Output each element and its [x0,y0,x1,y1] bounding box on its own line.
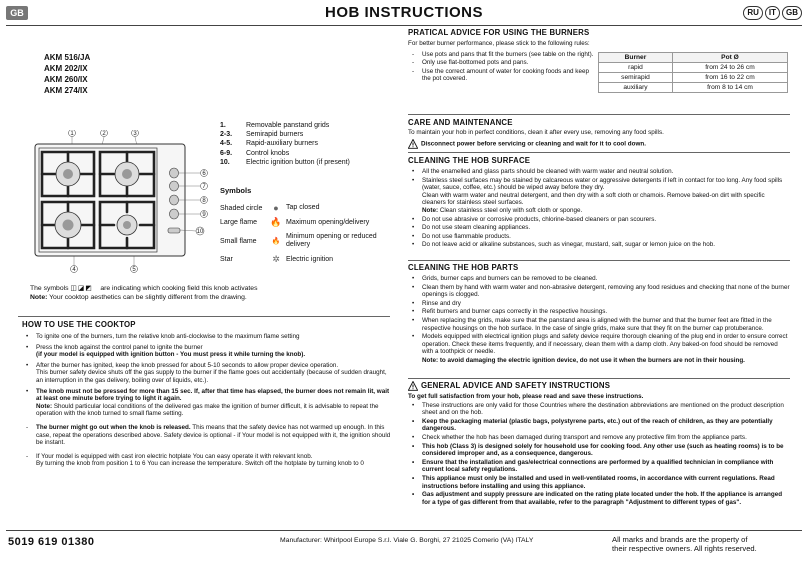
symbols-note: The symbols ◫◪◩ are indicating which cooking field this knob activates [30,285,258,292]
list-item: • Keep the packaging material (plastic bags, polystyrene parts, etc.) out of the reach of children, as they are potentially dangerous. [408,418,790,433]
list-item: • These instructions are only valid for those Countries where the destination abbreviations are mentioned on the product description sheet and on the hob. [408,402,790,417]
manufacturer-text: Manufacturer: Whirlpool Europe S.r.l. Viale G. Borghi, 27 21025 Comerio (VA) ITALY [280,537,534,544]
large-flame-icon: 🔥 [270,217,282,227]
table-header: Pot Ø [672,53,787,63]
part-item: 4-5. Rapid-auxiliary burners [220,140,318,148]
cleaning-parts-list [408,275,790,356]
model-item: AKM 202/IX [44,64,88,73]
list-item: • The knob must not be pressed for more than 15 sec. If, after that time has elapsed, the burner does not remain lit, wait at least one minute before trying to light it again. Note: Should particular local conditions of the delivered gas make the ignition of burner difficult, it is advisable to repeat the operation with the knob turned to small flame setting. [22,388,394,418]
section-rule [408,378,790,379]
rights-text: All marks and brands are the property of their respective owners. All rights reserved. [612,535,757,553]
callout-7: 7 [202,184,206,190]
care-title: CARE AND MAINTENANCE [408,118,513,127]
section-rule [408,152,790,153]
list-item: • Ensure that the installation and gas/electrical connections are performed by a qualified technician in compliance with current local safety regulations. [408,459,790,474]
callout-8: 8 [202,198,206,204]
cooking-field-icons: ◫◪◩ [70,285,93,292]
how-to-dash-list [22,424,394,468]
list-item: • Do not use flammable products. [408,233,790,241]
callout-3: 3 [133,131,137,137]
language-tags [743,6,802,20]
language-tag-gb: GB [6,6,28,20]
list-item: - Only use flat-bottomed pots and pans. [408,59,598,67]
table-row: semirapid from 16 to 22 cm [599,73,788,83]
how-to-section [22,320,394,469]
list-item: - Use the correct amount of water for cooking foods and keep the pot covered. [408,68,598,83]
burner-table [598,52,788,93]
practical-list [408,51,598,83]
care-warning: Disconnect power before servicing or cleaning and wait for it to cool down. [408,139,790,149]
callout-5: 5 [132,267,136,273]
callout-9: 9 [202,212,206,218]
list-item: • Check whether the hob has been damaged during transport and remove any protective film from the appliance parts. [408,434,790,442]
warning-icon [408,381,418,391]
cleaning-parts-title: CLEANING THE HOB PARTS [408,263,519,272]
list-item: • After the burner has ignited, keep the knob pressed for about 5-10 seconds to allow proper device operation. This burner safety device shuts off the gas supply to the burner if the flame goes out accidentally (because of sudden draught, an interruption in the gas delivery, boiling over of liquids, etc.). [22,362,394,385]
section-rule [408,114,790,115]
cleaning-parts-section [408,263,790,365]
general-list [408,402,790,507]
page-title: HOB INSTRUCTIONS [325,4,483,21]
list-item: • Gas adjustment and supply pressure are indicated on the rating plate located under the hob. If the appliance is arranged for a type of gas different from that available, refer to the paragraph "Adjustment to different types of gas". [408,491,790,506]
cleaning-surface-title: CLEANING THE HOB SURFACE [408,156,531,165]
symbol-row: Shaded circle ● Tap closed [220,203,320,213]
callout-2: 2 [102,131,106,137]
part-item: 10. Electric ignition button (if present) [220,158,350,166]
list-item: • Press the knob against the control panel to ignite the burner (if your model is equipped with ignition button - You must press it while turning the knob). [22,344,394,359]
list-item: • Do not use abrasive or corrosive products, chlorine-based cleaners or pan scourers. [408,216,790,224]
table-header: Burner [599,53,673,63]
list-item: - Use pots and pans that fit the burners (see table on the right). [408,51,598,59]
lang-tag-gb: GB [782,6,802,20]
warning-icon [408,139,418,149]
callout-1: 1 [70,131,74,137]
general-title: GENERAL ADVICE AND SAFETY INSTRUCTIONS [408,381,790,391]
list-item: • All the enamelled and glass parts should be cleaned with warm water and neutral solution. [408,168,790,176]
list-item: • Refit burners and burner caps correctly in the respective housings. [408,308,790,316]
model-list [44,52,90,96]
care-text: To maintain your hob in perfect conditions, clean it after every use, removing any food spills. [408,129,664,136]
symbol-row: Large flame 🔥 Maximum opening/delivery [220,217,370,227]
general-subtitle: To get full satisfaction from your hob, please read and save these instructions. [408,393,644,400]
parts-list [220,121,350,167]
general-section [408,381,790,507]
callout-4: 4 [72,267,76,273]
shaded-circle-icon: ● [273,203,279,213]
list-item: - If Your model is equipped with cast iron electric hotplate You can easy operate it with relevant knob. By turning the knob from position 1 to 6 You can increase the temperature. Switch off the hotplate by turning knob to 0 [22,453,394,468]
header-rule [6,25,802,26]
model-item: AKM 260/IX [44,75,88,84]
part-item: 2-3. Semirapid burners [220,131,304,139]
list-item: • This hob (Class 3) is designed solely for household use for cooking food. Any other use (such as heating rooms) is to be considered improper and, as a consequence, dangerous. [408,443,790,458]
list-item: • Clean them by hand with warm water and non-abrasive detergent, removing any food residues and checking that none of the burner openings is clogged. [408,284,790,299]
table-header-row [599,53,788,63]
how-to-title: HOW TO USE THE COOKTOP [22,320,136,329]
lang-tag-it: IT [765,6,780,20]
footer-rule [6,530,802,531]
table-row: auxiliary from 8 to 14 cm [599,83,788,93]
how-to-list [22,333,394,418]
cleaning-surface-list [408,168,790,249]
list-item: • Grids, burner caps and burners can be removed to be cleaned. [408,275,790,283]
drawing-note: Note: Your cooktop aesthetics can be slightly different from the drawing. [30,294,247,301]
list-item: • To ignite one of the burners, turn the relative knob anti-clockwise to the maximum flame setting [22,333,394,341]
cleaning-surface-section [408,156,790,250]
care-section [408,118,790,149]
section-rule [408,260,790,261]
callout-10: 10 [196,229,204,235]
lang-tag-ru: RU [743,6,763,20]
star-icon: ✲ [272,254,280,264]
cleaning-parts-note: Note: to avoid damaging the electric ignition device, do not use it when the burners are not in their housing. [422,356,745,364]
practical-section [408,28,598,84]
list-item: - The burner might go out when the knob is released. This means that the safety device has not warmed up enough. In this case, repeat the operations described above. Safety device is optional - if Your model is not equipped with it, the ignition should be instant. [22,424,394,447]
table-row: rapid from 24 to 26 cm [599,63,788,73]
part-item: 6-9. Control knobs [220,149,290,157]
callout-6: 6 [202,171,206,177]
list-item: • When replacing the grids, make sure that the panstand area is aligned with the burner and that the burner feet are fitted in the respective housings on the hob surface. In the case of single grids, make sure that they fit on the burner cap protuberance. [408,317,790,332]
list-item: • Do not use steam cleaning appliances. [408,224,790,232]
symbol-row: Star ✲ Electric ignition [220,254,334,264]
list-item: • Stainless steel surfaces may be stained by calcareous water or aggressive detergents if left in contact for too long. Any food spills (water, sauce, coffee, etc.) should be wiped away before they dry. Clean with warm water and neutral detergent, and then dry with a soft cloth or chamois. Remove baked-on dirt with specific cleaners for stainless steel surfaces. Note: Clean stainless steel only with soft cloth or sponge. [408,177,790,215]
practical-intro: For better burner performance, please stick to the following rules: [408,40,590,47]
hob-diagram [30,130,210,280]
list-item: • This appliance must only be installed and used in well-ventilated rooms, in accordance with current regulations. Read instructions before installing and using this appliance. [408,475,790,490]
practical-title: PRATICAL ADVICE FOR USING THE BURNERS [408,28,590,37]
model-item: AKM 274/IX [44,86,88,95]
small-flame-icon: 🔥 [271,238,281,245]
part-item: 1. Removable panstand grids [220,122,330,129]
section-rule [18,316,390,317]
symbol-row: Small flame 🔥 Minimum opening or reduced delivery [220,233,377,248]
list-item: • Models equipped with electrical ignition plugs and safety device require thorough cleaning of the plug end in order to ensure correct operation. Check these items frequently, and if necessary, clean them with a damp cloth. Any baked-on food should be removed with a toothpick or needle. [408,333,790,356]
diagram-notes [30,284,380,302]
symbols-title: Symbols [220,186,252,195]
document-code: 5019 619 01380 [8,536,95,548]
list-item: • Rinse and dry [408,300,790,308]
model-item: AKM 516/JA [44,53,91,62]
list-item: • Do not leave acid or alkaline substances, such as vinegar, mustard, salt, sugar or lemon juice on the hob. [408,241,790,249]
